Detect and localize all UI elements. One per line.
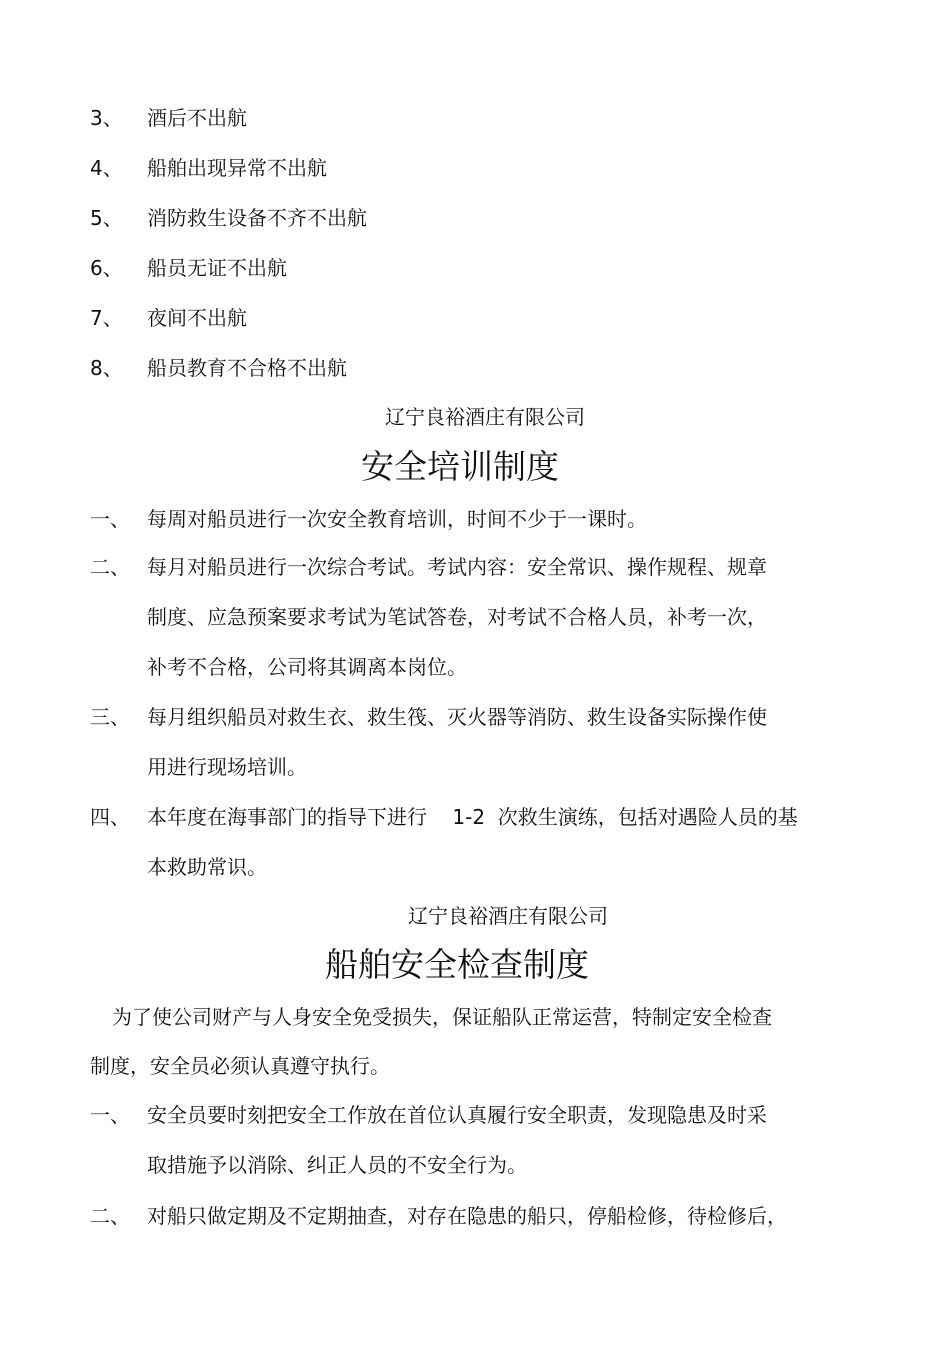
clause-text: 本年度在海事部门的指导下进行 1-2 次救生演练，包括对遇险人员的基 bbox=[147, 805, 798, 829]
list-item-number: 5、 bbox=[90, 206, 123, 230]
clause-number: 四、 bbox=[90, 805, 130, 829]
clause-text: 每月对船员进行一次综合考试。考试内容：安全常识、操作规程、规章 bbox=[147, 555, 767, 579]
list-item-text: 夜间不出航 bbox=[147, 306, 247, 330]
company-name: 辽宁良裕酒庄有限公司 bbox=[408, 904, 608, 928]
list-item-number: 8、 bbox=[90, 356, 123, 380]
clause-text: 每周对船员进行一次安全教育培训，时间不少于一课时。 bbox=[147, 507, 647, 531]
clause-text: 用进行现场培训。 bbox=[147, 755, 307, 779]
clause-text: 取措施予以消除、纠正人员的不安全行为。 bbox=[147, 1153, 527, 1177]
list-item-number: 7、 bbox=[90, 306, 123, 330]
list-item-number: 3、 bbox=[90, 106, 123, 130]
list-item-text: 船员教育不合格不出航 bbox=[147, 356, 347, 380]
clause-text: 对船只做定期及不定期抽查，对存在隐患的船只，停船检修，待检修后， bbox=[147, 1204, 787, 1228]
clause-text: 制度、应急预案要求考试为笔试答卷，对考试不合格人员，补考一次， bbox=[147, 605, 767, 629]
clause-number: 二、 bbox=[90, 555, 130, 579]
company-name: 辽宁良裕酒庄有限公司 bbox=[385, 405, 585, 429]
clause-number: 二、 bbox=[90, 1204, 130, 1228]
list-item-text: 船舶出现异常不出航 bbox=[147, 156, 327, 180]
clause-text: 补考不合格，公司将其调离本岗位。 bbox=[147, 655, 467, 679]
clause-text: 每月组织船员对救生衣、救生筏、灭火器等消防、救生设备实际操作使 bbox=[147, 705, 767, 729]
clause-number: 三、 bbox=[90, 705, 130, 729]
section-title: 船舶安全检查制度 bbox=[325, 945, 589, 984]
section-title: 安全培训制度 bbox=[361, 447, 559, 486]
list-item-number: 4、 bbox=[90, 156, 123, 180]
list-item-text: 消防救生设备不齐不出航 bbox=[147, 206, 367, 230]
list-item-text: 船员无证不出航 bbox=[147, 256, 287, 280]
clause-text: 本救助常识。 bbox=[147, 855, 267, 879]
clause-number: 一、 bbox=[90, 507, 130, 531]
clause-text: 安全员要时刻把安全工作放在首位认真履行安全职责，发现隐患及时采 bbox=[147, 1103, 767, 1127]
intro-text: 为了使公司财产与人身安全免受损失，保证船队正常运营，特制定安全检查 bbox=[112, 1005, 772, 1029]
intro-text: 制度，安全员必须认真遵守执行。 bbox=[90, 1054, 390, 1078]
list-item-text: 酒后不出航 bbox=[147, 106, 247, 130]
clause-number: 一、 bbox=[90, 1103, 130, 1127]
list-item-number: 6、 bbox=[90, 256, 123, 280]
